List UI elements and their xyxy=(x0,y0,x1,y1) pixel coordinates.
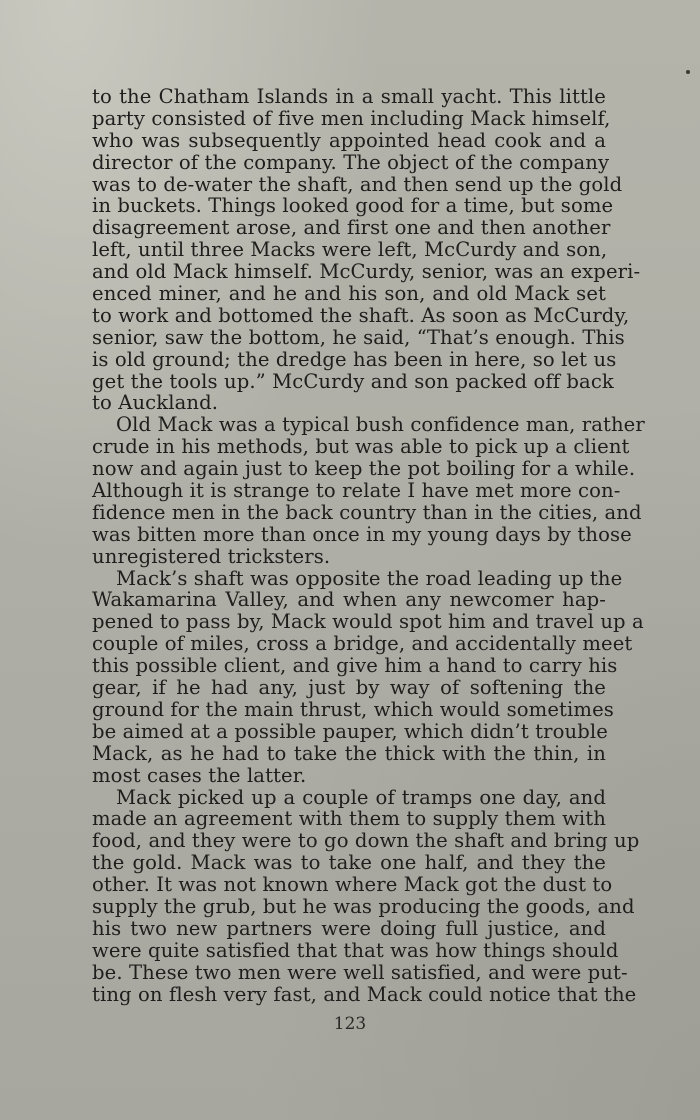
text-line: most cases the latter. xyxy=(92,763,307,787)
text-line: was to de-water the shaft, and then send up the gold xyxy=(92,172,623,196)
text-line: left, until three Macks were left, McCurdy and son, xyxy=(92,238,608,262)
text-line: were quite satisfied that that was how things should xyxy=(92,938,619,962)
text-line: to the Chatham Islands in a small yacht. This little xyxy=(92,85,606,108)
text-line: this possible client, and give him a hand to carry his xyxy=(92,654,618,678)
text-line: disagreement arose, and first one and then another xyxy=(92,216,611,240)
text-line: ground for the main thrust, which would sometimes xyxy=(92,697,614,721)
text-line: is old ground; the dredge has been in here, so let us xyxy=(92,347,617,371)
text-line: crude in his methods, but was able to pick up a client xyxy=(92,435,630,459)
text-line: supply the grub, but he was producing the goods, and xyxy=(92,894,635,918)
text-line: be aimed at a possible pauper, which didn’t trouble xyxy=(92,719,608,743)
text-line: be. These two men were well satisfied, and were put- xyxy=(92,960,628,984)
text-line: his two new partners were doing full justice, and xyxy=(92,916,606,940)
page-number: 123 xyxy=(333,1014,367,1034)
text-line: Mack picked up a couple of tramps one day, and xyxy=(116,785,606,809)
text-line: Wakamarina Valley, and when any newcomer hap- xyxy=(92,588,606,612)
text-line: senior, saw the bottom, he said, “That’s enough. This xyxy=(92,325,625,349)
text-line: Mack’s shaft was opposite the road leading up the xyxy=(116,566,623,590)
text-line: get the tools up.” McCurdy and son packed off back xyxy=(92,369,614,393)
text-line: now and again just to keep the pot boiling for a while. xyxy=(92,457,636,481)
text-line: who was subsequently appointed head cook and a xyxy=(92,128,606,152)
print-speck xyxy=(686,70,690,74)
text-line: party consisted of five men including Mack himself, xyxy=(92,106,611,130)
text-line: director of the company. The object of the company xyxy=(92,150,610,174)
text-line: pened to pass by, Mack would spot him and travel up a xyxy=(92,610,644,634)
text-line: in buckets. Things looked good for a time, but some xyxy=(92,194,614,218)
text-line: the gold. Mack was to take one half, and they the xyxy=(92,851,606,875)
text-line: Although it is strange to relate I have met more con- xyxy=(92,479,621,503)
text-line: enced miner, and he and his son, and old Mack set xyxy=(92,282,606,306)
text-line: was bitten more than once in my young days by those xyxy=(92,522,632,546)
body-text xyxy=(92,85,645,1006)
text-line: to work and bottomed the shaft. As soon as McCurdy, xyxy=(92,303,630,327)
text-line: Old Mack was a typical bush confidence man, rather xyxy=(116,413,645,437)
text-line: Mack, as he had to take the thick with the thin, in xyxy=(92,741,606,765)
text-line: other. It was not known where Mack got the dust to xyxy=(92,873,613,897)
text-line: to Auckland. xyxy=(92,391,219,415)
text-line: gear, if he had any, just by way of softening the xyxy=(92,676,606,700)
text-line: and old Mack himself. McCurdy, senior, was an experi- xyxy=(92,260,641,284)
text-line: unregistered tricksters. xyxy=(92,544,331,568)
text-line: made an agreement with them to supply them with xyxy=(92,807,606,831)
text-line: food, and they were to go down the shaft and bring up xyxy=(92,829,640,853)
text-line: couple of miles, cross a bridge, and accidentally meet xyxy=(92,632,633,656)
text-line: fidence men in the back country than in the cities, and xyxy=(92,500,642,524)
text-line: ting on flesh very fast, and Mack could notice that the xyxy=(92,982,637,1006)
